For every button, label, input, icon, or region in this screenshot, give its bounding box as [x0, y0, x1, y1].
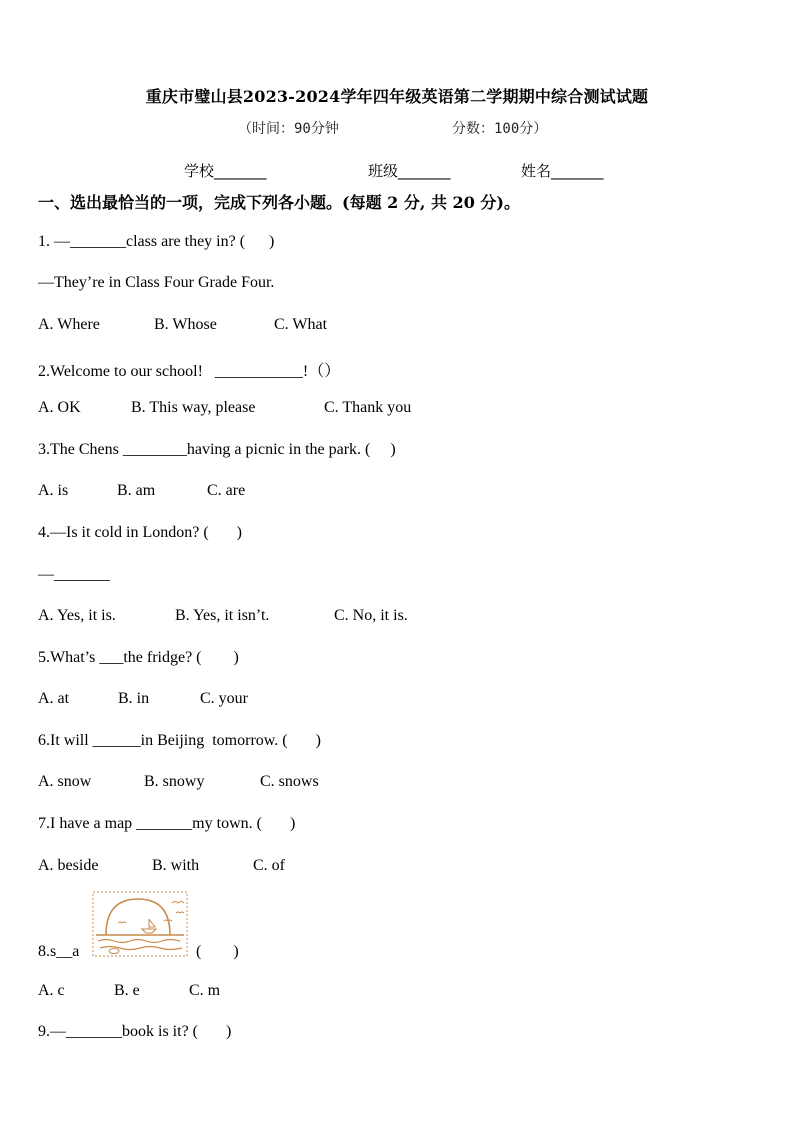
option-b[interactable]: B. with [152, 857, 200, 874]
question-4: 4.—Is it cold in London? ( ) [38, 524, 242, 541]
option-a[interactable]: A. snow [38, 773, 92, 790]
name-field[interactable]: 姓名_______ [521, 162, 604, 180]
question-2: 2.Welcome to our school! ___________!（） [38, 363, 341, 380]
option-b[interactable]: B. am [117, 482, 156, 499]
question-8: 8.s__a [38, 943, 80, 960]
question-5: 5.What’s ___the fridge? ( ) [38, 649, 239, 666]
option-b[interactable]: B. Whose [154, 316, 217, 333]
option-c[interactable]: C. snows [260, 773, 319, 790]
question-9: 9.—_______book is it? ( ) [38, 1023, 232, 1040]
question-1: 1. —_______class are they in? ( ) [38, 233, 275, 250]
option-b[interactable]: B. Yes, it isn’t. [175, 607, 270, 624]
option-a[interactable]: A. is [38, 482, 69, 499]
option-c[interactable]: C. m [189, 982, 221, 999]
option-b[interactable]: B. This way, please [131, 399, 256, 416]
question-3: 3.The Chens ________having a picnic in the park. ( ) [38, 441, 396, 458]
sea-sunset-icon [92, 891, 188, 957]
option-b[interactable]: B. e [114, 982, 140, 999]
question-7: 7.I have a map _______my town. ( ) [38, 815, 296, 832]
option-a[interactable]: A. Yes, it is. [38, 607, 116, 624]
question-8-bracket: ( ) [196, 943, 239, 960]
section-heading: 一、选出最恰当的一项，完成下列各小题。(每题 2 分, 共 20 分)。 [38, 193, 520, 212]
option-b[interactable]: B. in [118, 690, 150, 707]
time-limit: （时间：90分钟 [238, 121, 339, 137]
question-1-answer-line: —They’re in Class Four Grade Four. [38, 274, 275, 291]
option-a[interactable]: A. c [38, 982, 65, 999]
class-field[interactable]: 班级_______ [368, 162, 451, 180]
option-a[interactable]: A. at [38, 690, 70, 707]
option-a[interactable]: A. beside [38, 857, 99, 874]
option-c[interactable]: C. No, it is. [334, 607, 408, 624]
option-a[interactable]: A. Where [38, 316, 100, 333]
total-score: 分数：100分） [452, 121, 548, 137]
option-b[interactable]: B. snowy [144, 773, 205, 790]
page-title: 重庆市璧山县2023-2024学年四年级英语第二学期期中综合测试试题 [145, 87, 649, 106]
option-c[interactable]: C. of [253, 857, 285, 874]
option-a[interactable]: A. OK [38, 399, 81, 416]
school-field[interactable]: 学校_______ [184, 162, 267, 180]
option-c[interactable]: C. are [207, 482, 246, 499]
question-4-answer-line: —_______ [38, 566, 110, 583]
option-c[interactable]: C. What [274, 316, 328, 333]
option-c[interactable]: C. Thank you [324, 399, 412, 416]
option-c[interactable]: C. your [200, 690, 248, 707]
question-6: 6.It will ______in Beijing tomorrow. ( ) [38, 732, 321, 749]
